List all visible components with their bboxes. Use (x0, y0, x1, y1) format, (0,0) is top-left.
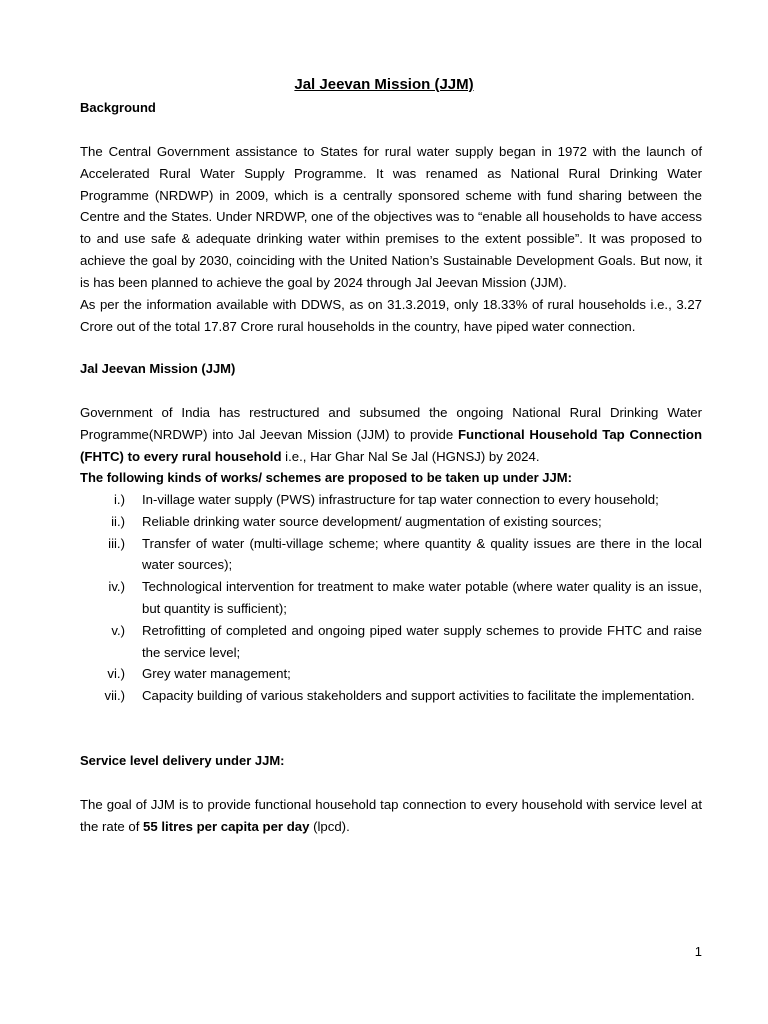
list-item-text: Retrofitting of completed and ongoing piped water supply schemes to provide FHTC and raise the service level; (142, 622, 702, 660)
list-item-text: Transfer of water (multi-village scheme; where quantity & quality issues are there in the local water sources); (142, 535, 702, 573)
service-paragraph-text-b: (lpcd). (309, 818, 350, 834)
list-item (80, 663, 702, 685)
list-item-number: v.) (111, 622, 125, 638)
list-item-text: Capacity building of various stakeholders and support activities to facilitate the implementation. (142, 688, 695, 704)
jjm-paragraph (80, 402, 702, 467)
list-item-number: ii.) (111, 513, 125, 529)
jjm-heading: Jal Jeevan Mission (JJM) (80, 361, 236, 376)
list-item-number: vii.) (104, 688, 125, 704)
background-heading: Background (80, 100, 156, 115)
list-item (80, 489, 702, 511)
jjm-paragraph-text-a: Government of India has restructured and subsumed the ongoing National Rural Drinking Water Programme(NRDWP) into Jal Jeevan Mission (JJM) to provide (80, 405, 702, 442)
households-paragraph: As per the information available with DDWS, as on 31.3.2019, only 18.33% of rural households i.e., 3.27 Crore out of the total 17.87 Crore rural households in the country, have piped water connection. (80, 297, 702, 334)
list-item (80, 533, 702, 577)
list-item-text: Grey water management; (142, 666, 291, 682)
lpcd-emphasis: 55 litres per capita per day (143, 818, 310, 834)
list-item (80, 576, 702, 620)
list-item-text: In-village water supply (PWS) infrastructure for tap water connection to every household; (142, 492, 659, 507)
background-paragraph: The Central Government assistance to States for rural water supply began in 1972 with the launch of Accelerated Rural Water Supply Programme. It was renamed as National Rural Drinking Water Programme (NRDWP) in 2009, which is a centrally sponsored scheme with fund sharing between the Centre and the States. Under NRDWP, one of the objectives was to “enable all households to have access to and use safe & adequate drinking water within premises to the extent possible”. It was proposed to achieve the goal by 2030, coinciding with the United Nation’s Sustainable Development Goals. But now, it is has been planned to achieve the goal by 2024 through Jal Jeevan Mission (JJM). (80, 144, 702, 290)
works-list (80, 489, 702, 707)
page-title: Jal Jeevan Mission (JJM) (294, 76, 474, 93)
service-heading: Service level delivery under JJM: (80, 753, 285, 768)
list-item (80, 685, 702, 707)
list-item (80, 511, 702, 533)
service-paragraph (80, 794, 702, 838)
jjm-paragraph-text-b: i.e., Har Ghar Nal Se Jal (HGNSJ) by 2024. (281, 448, 540, 464)
list-item-text: Technological intervention for treatment to make water potable (where water quality is an issue, but quantity is sufficient); (142, 579, 702, 616)
page-number: 1 (694, 944, 702, 959)
works-heading: The following kinds of works/ schemes are proposed to be taken up under JJM: (80, 470, 572, 485)
list-item-number: iii.) (108, 535, 125, 551)
list-item (80, 620, 702, 664)
service-paragraph-text-a: The goal of JJM is to provide functional household tap connection to every household with service level at the rate of (80, 797, 702, 834)
fhtc-emphasis: Functional Household Tap Connection (FHTC) to every rural household (80, 426, 702, 464)
list-item-text: Reliable drinking water source development/ augmentation of existing sources; (142, 513, 602, 529)
list-item-number: vi.) (107, 666, 125, 682)
list-item-number: iv.) (108, 579, 125, 595)
list-item-number: i.) (114, 492, 125, 507)
